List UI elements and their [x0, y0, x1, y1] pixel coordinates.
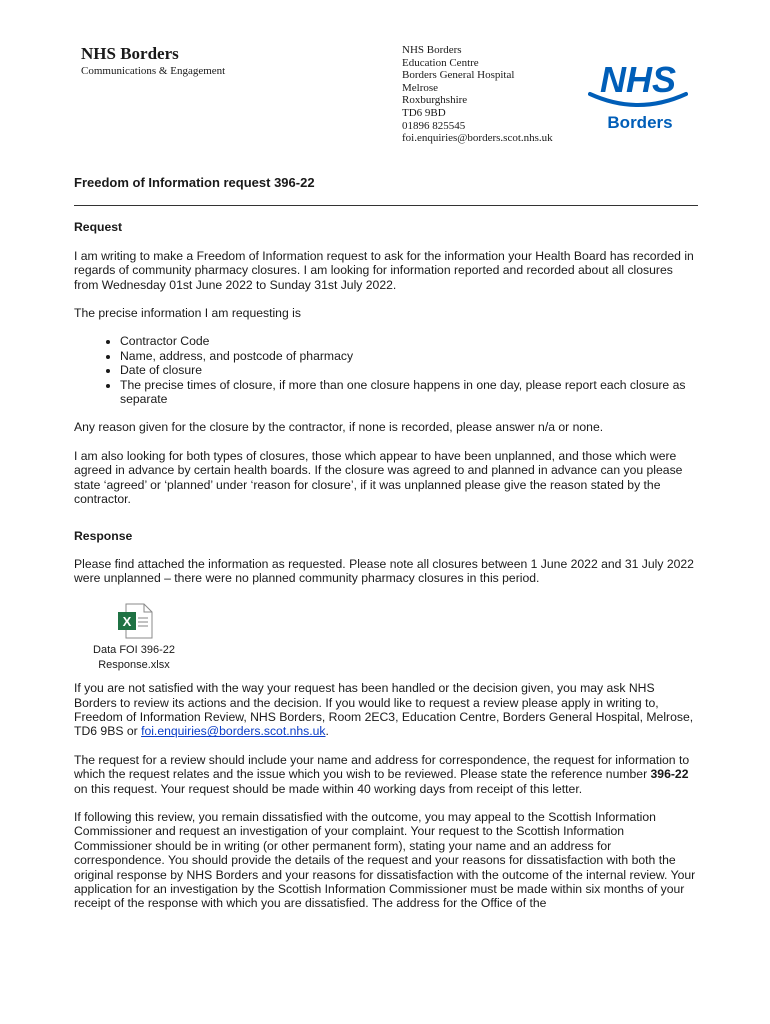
- address-line: Borders General Hospital: [402, 69, 515, 82]
- request-heading: Request: [74, 220, 123, 235]
- list-item: • Contractor Code: [120, 334, 698, 348]
- list-item: • The precise times of closure, if more than one closure happens in one day, please report each closure as separate: [120, 378, 698, 407]
- logo-nhs-text: NHS: [599, 60, 677, 100]
- address-line: TD6 9BD: [402, 106, 446, 119]
- response-paragraph: If following this review, you remain dissatisfied with the outcome, you may appeal to the Scottish Information Commissioner and request an investigation of your complaint. Your request to the Scottish Information Commissioner should be in writing (or other permanent form), stating your name and an address for correspondence. You should provide the details of the request and your reasons for dissatisfaction with both the original response by NHS Borders and your reasons for dissatisfaction with the outcome of the internal review. Your application for an investigation by the Scottish Information Commissioner must be made within six months of your receipt of the response with which you are dissatisfied. The address for the Office of the: [74, 809, 696, 911]
- org-name: NHS Borders: [81, 44, 179, 63]
- response-paragraph: [74, 681, 698, 739]
- review-text-end: .: [325, 724, 329, 739]
- foi-email-link[interactable]: foi.enquiries@borders.scot.nhs.uk: [141, 724, 326, 739]
- review-text: If you are not satisfied with the way your request has been handled or the decision given, you may ask NHS Borders to review its actions and the decision. If you would like to request a review please apply in writing to, Freedom of Information Review, NHS Borders, Room 2EC3, Education Centre, Borders General Hospital, Melrose, TD6 9BS or: [74, 681, 694, 739]
- org-subtitle: Communications & Engagement: [81, 65, 226, 77]
- review-request-text-end: on this request. Your request should be made within 40 working days from receipt of this letter.: [74, 781, 583, 796]
- address-line: Education Centre: [402, 56, 479, 69]
- request-list: [74, 334, 698, 406]
- list-item: • Date of closure: [120, 363, 698, 377]
- address-phone: 01896 825545: [402, 119, 466, 132]
- attachment-name: Response.xlsx: [98, 659, 170, 672]
- document-title: Freedom of Information request 396-22: [74, 175, 315, 190]
- review-request-text: The request for a review should include your name and address for correspondence, the request for information to which the request relates and the issue which you wish to be reviewed. Please state the reference number: [74, 752, 690, 782]
- address-block: [402, 44, 553, 145]
- request-paragraph: I am writing to make a Freedom of Information request to ask for the information your Health Board has recorded in regards of community pharmacy closures. I am looking for information reported and recorded about all closures from Wednesday 01st June 2022 to Sunday 31st July 2022.: [74, 248, 694, 292]
- response-paragraph: [74, 753, 698, 796]
- response-heading: Response: [74, 528, 133, 543]
- reference-number: 396-22: [650, 767, 689, 782]
- list-item: • Name, address, and postcode of pharmacy: [120, 349, 698, 363]
- nhs-borders-logo: [588, 60, 688, 132]
- letter-body: [74, 176, 698, 925]
- address-line: NHS Borders: [402, 44, 462, 56]
- title-divider: [74, 205, 698, 206]
- request-paragraph: Any reason given for the closure by the contractor, if none is recorded, please answer n/a or none.: [74, 420, 604, 435]
- address-line: Roxburghshire: [402, 94, 468, 107]
- svg-text:X: X: [122, 613, 132, 629]
- logo-borders-text: Borders: [607, 113, 673, 132]
- request-paragraph: The precise information I am requesting is: [74, 306, 301, 321]
- excel-file-icon: [114, 600, 154, 640]
- response-paragraph: Please find attached the information as requested. Please note all closures between 1 June 2022 and 31 July 2022 were unplanned – there were no planned community pharmacy closures in this period.: [74, 556, 694, 586]
- attachment-name: Data FOI 396-22: [93, 644, 175, 657]
- attachment-excel-file[interactable]: [64, 600, 204, 673]
- address-line: Melrose: [402, 81, 439, 94]
- request-paragraph: I am also looking for both types of closures, those which appear to have been unplanned, and those which were agreed in advance by certain health boards. If the closure was agreed to and planned in advance can you please state ‘agreed’ or ‘planned’ under ‘reason for closure’, if it was unplanned please give the reason stated by the contractor.: [74, 448, 683, 507]
- address-email: foi.enquiries@borders.scot.nhs.uk: [402, 132, 553, 145]
